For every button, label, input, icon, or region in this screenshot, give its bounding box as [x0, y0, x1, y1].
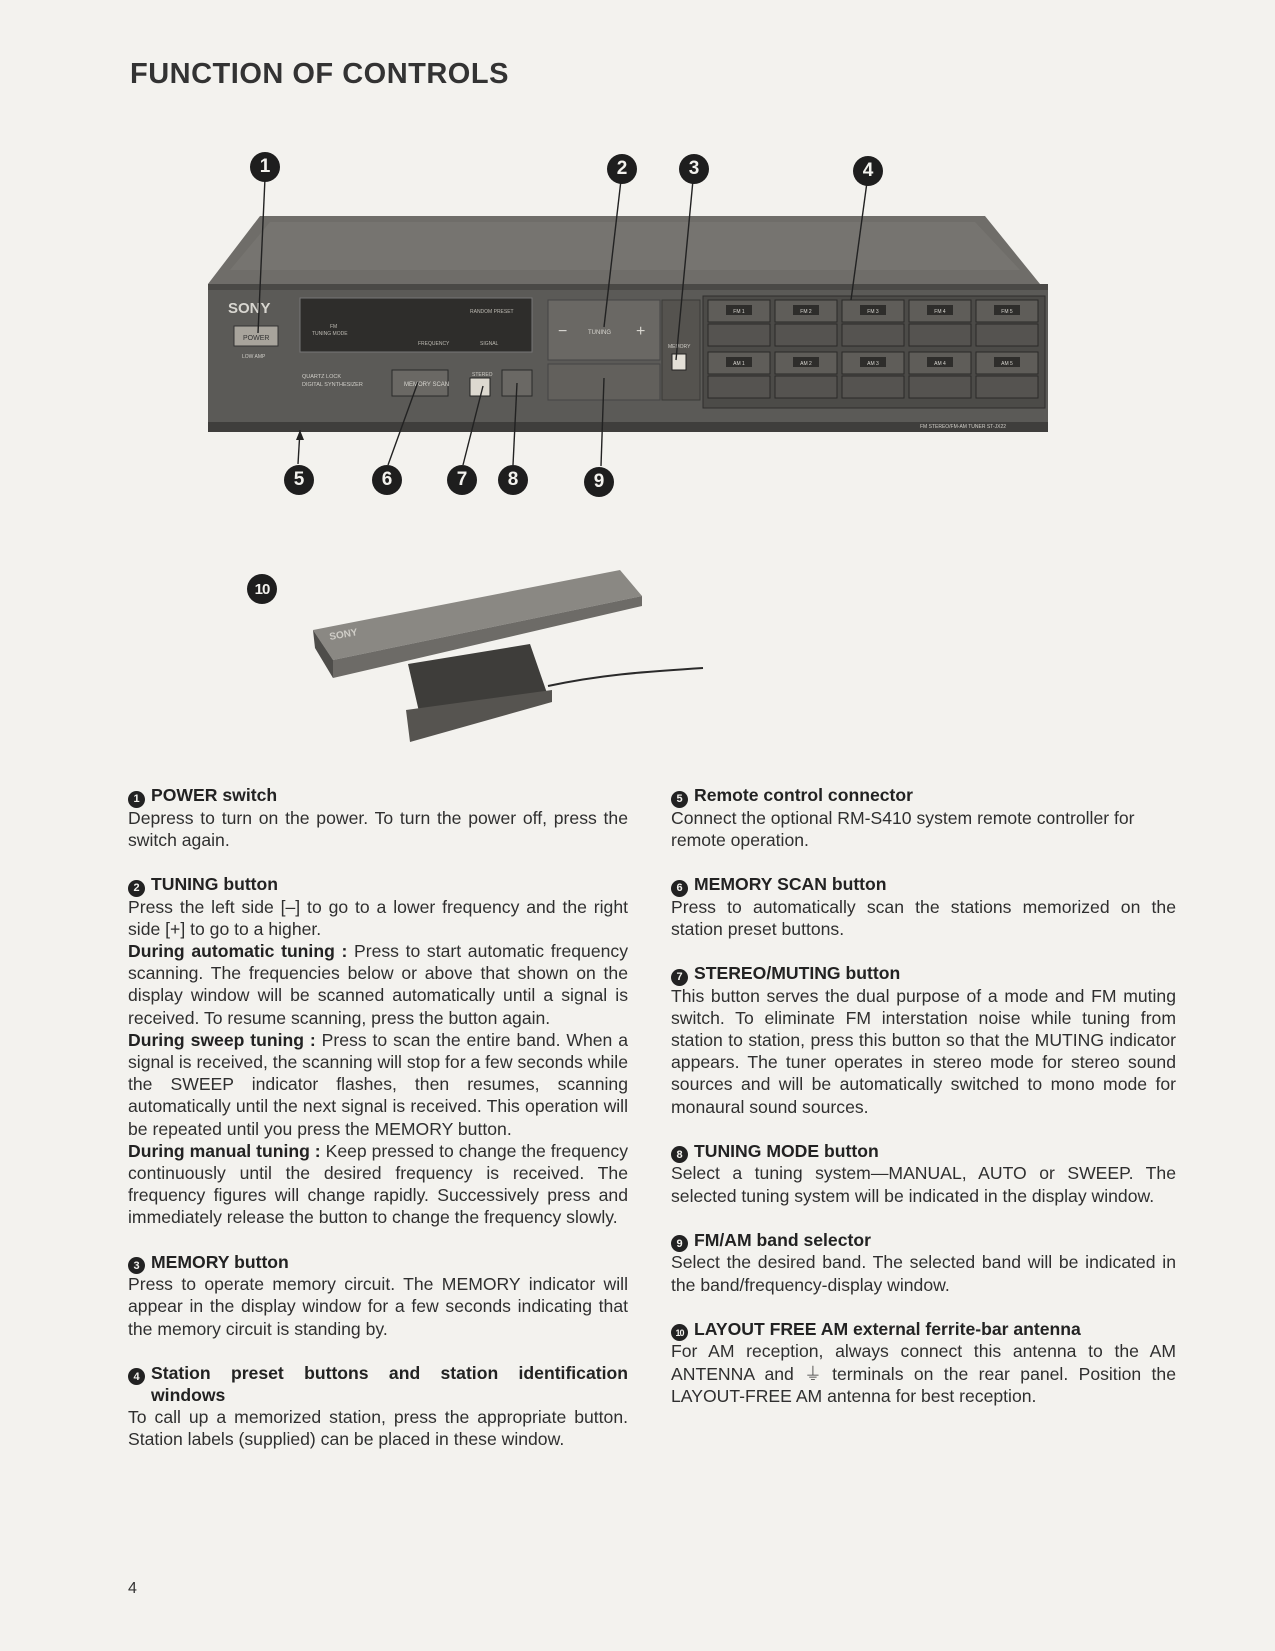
display-tuning-mode-label: TUNING MODE [312, 331, 348, 337]
callout-10: 10 [247, 574, 277, 604]
item-tuning-mode [671, 1140, 1176, 1207]
station-id-window [976, 324, 1038, 346]
right-column [671, 784, 1176, 1429]
item-memory-scan [671, 873, 1176, 940]
item-number: 4 [128, 1368, 145, 1385]
tuning-plus: + [636, 323, 646, 340]
item-title: TUNING button [151, 874, 279, 894]
preset-label: FM 2 [800, 309, 812, 315]
item-number: 3 [128, 1257, 145, 1274]
preset-label: FM 5 [1001, 309, 1013, 315]
item-text: Depress to turn on the power. To turn the power off, press the switch again. [128, 807, 628, 850]
item-number: 9 [671, 1235, 688, 1252]
memory-scan-label: MEMORY SCAN [404, 382, 450, 388]
stereo-muting-button[interactable] [470, 378, 490, 396]
antenna-cable [548, 668, 703, 686]
sweep-tuning-text: Press to scan the entire band. When a signal is received, the scanning will stop for a few seconds while the SWEEP indicator flashes, then resumes, scanning automatically until the next signal is received. This operation will be repeated until you press the MEMORY button. [128, 1029, 629, 1139]
preset-label: AM 1 [733, 361, 745, 367]
station-id-window [708, 376, 770, 398]
display-random-preset-label: RANDOM PRESET [470, 309, 514, 315]
memory-panel [662, 300, 700, 400]
auto-tuning-label: During automatic tuning : [128, 941, 348, 961]
preset-label: AM 5 [1001, 361, 1013, 367]
display-signal-label: SIGNAL [480, 341, 499, 347]
item-text: Select the desired band. The selected band will be indicated in the band/frequency-display window. [671, 1252, 1176, 1295]
antenna-brand: SONY [328, 627, 359, 643]
item-number: 7 [671, 969, 688, 986]
callout-5: 5 [284, 465, 314, 495]
tuning-minus: − [558, 323, 568, 340]
callout-8: 8 [498, 465, 528, 495]
item-number: 6 [671, 880, 688, 897]
item-power [128, 784, 628, 851]
callout-3: 3 [679, 154, 709, 184]
station-id-window [909, 376, 971, 398]
brand-logo: SONY [228, 300, 271, 317]
item-antenna [671, 1318, 1176, 1407]
callout-9: 9 [584, 467, 614, 497]
item-title: Remote control connector [694, 785, 913, 805]
item-number: 2 [128, 880, 145, 897]
item-title: TUNING MODE button [694, 1140, 879, 1161]
digital-synth-label: DIGITAL SYNTHESIZER [302, 382, 363, 388]
item-remote [671, 784, 1176, 851]
manual-tuning-paragraph [128, 1140, 628, 1229]
manual-tuning-text: Keep pressed to change the frequency continuously until the desired frequency is received. The frequency figures will change rapidly. Successively press and immediately release the button to change the frequency slowly. [128, 1140, 628, 1228]
station-id-window [909, 324, 971, 346]
callout-1: 1 [250, 152, 280, 182]
item-title: MEMORY button [151, 1251, 289, 1272]
sweep-tuning-paragraph [128, 1029, 628, 1140]
callout-4: 4 [853, 156, 883, 186]
preset-label: AM 2 [800, 361, 812, 367]
item-title: FM/AM band selector [694, 1229, 871, 1250]
callout-6: 6 [372, 465, 402, 495]
display-fm-label: FM [330, 324, 338, 330]
item-title: LAYOUT FREE AM external ferrite-bar antenna [694, 1318, 1081, 1339]
tuner-illustration [0, 0, 1275, 760]
item-text: For AM reception, always connect this antenna to the AM ANTENNA and ⏚ terminals on the rear panel. Position the LAYOUT-FREE AM antenna for best reception. [671, 1341, 1176, 1406]
page-number: 4 [128, 1580, 137, 1597]
left-column [128, 784, 628, 1473]
item-band-selector [671, 1229, 1176, 1296]
station-id-window [842, 324, 904, 346]
preset-label: FM 4 [934, 309, 946, 315]
item-text: Select a tuning system—MANUAL, AUTO or SWEEP. The selected tuning system will be indicated in the display window. [671, 1163, 1176, 1206]
item-tuning [128, 873, 628, 1229]
item-text: Press the left side [–] to go to a lower frequency and the right side [+] to go to a higher. [128, 896, 628, 939]
callout-2: 2 [607, 154, 637, 184]
item-title: Station preset buttons and station identification windows [151, 1362, 628, 1406]
page-title: FUNCTION OF CONTROLS [130, 58, 509, 90]
item-title: MEMORY SCAN button [694, 874, 887, 894]
station-id-window [708, 324, 770, 346]
preset-label: FM 3 [867, 309, 879, 315]
station-id-window [976, 376, 1038, 398]
item-title: POWER switch [151, 785, 278, 805]
auto-tuning-paragraph [128, 940, 628, 1029]
item-number: 8 [671, 1146, 688, 1163]
sweep-tuning-label: During sweep tuning : [128, 1029, 316, 1050]
model-label: FM STEREO/FM-AM TUNER ST-JX22 [920, 424, 1007, 430]
item-number: 1 [128, 791, 145, 808]
item-text: To call up a memorized station, press the appropriate button. Station labels (supplied) can be placed in these window. [128, 1407, 628, 1450]
remote-label: LOW AMP [242, 354, 266, 360]
preset-label: AM 3 [867, 361, 879, 367]
quartz-lock-label: QUARTZ LOCK [302, 374, 342, 380]
tuning-label: TUNING [588, 330, 611, 336]
item-station-preset [128, 1362, 628, 1451]
tuner-drawing [0, 0, 1275, 760]
power-label: POWER [243, 335, 270, 342]
item-text: This button serves the dual purpose of a mode and FM muting switch. To eliminate FM interstation noise while tuning from station to station, press this button so that the MUTING indicator appears. The tuner operates in stereo mode for stereo sound sources and will be automatically switched to mono mode for monaural sound sources. [671, 985, 1176, 1117]
item-text: Press to automatically scan the stations memorized on the station preset buttons. [671, 896, 1176, 939]
item-memory [128, 1251, 628, 1340]
memory-button[interactable] [672, 354, 686, 370]
manual-tuning-label: During manual tuning : [128, 1140, 321, 1161]
auto-tuning-text: Press to start automatic frequency scanning. The frequencies below or above that shown on the display window will be scanned automatically until a signal is received. To resume scanning, press the button again. [128, 941, 628, 1028]
preset-label: AM 4 [934, 361, 946, 367]
item-text: Press to operate memory circuit. The MEMORY indicator will appear in the display window for a few seconds indicating that the memory circuit is standing by. [128, 1274, 628, 1339]
item-stereo-muting [671, 962, 1176, 1118]
preset-label: FM 1 [733, 309, 745, 315]
item-number: 10 [671, 1324, 688, 1341]
item-text: Connect the optional RM-S410 system remote controller for remote operation. [671, 807, 1135, 850]
stereo-label: STEREO [472, 372, 493, 378]
station-id-window [775, 324, 837, 346]
station-id-window [775, 376, 837, 398]
display-frequency-label: FREQUENCY [418, 341, 450, 347]
item-title: STEREO/MUTING button [694, 963, 901, 983]
station-id-window [842, 376, 904, 398]
item-number: 5 [671, 791, 688, 808]
memory-label: MEMORY [668, 344, 691, 350]
callout-7: 7 [447, 465, 477, 495]
